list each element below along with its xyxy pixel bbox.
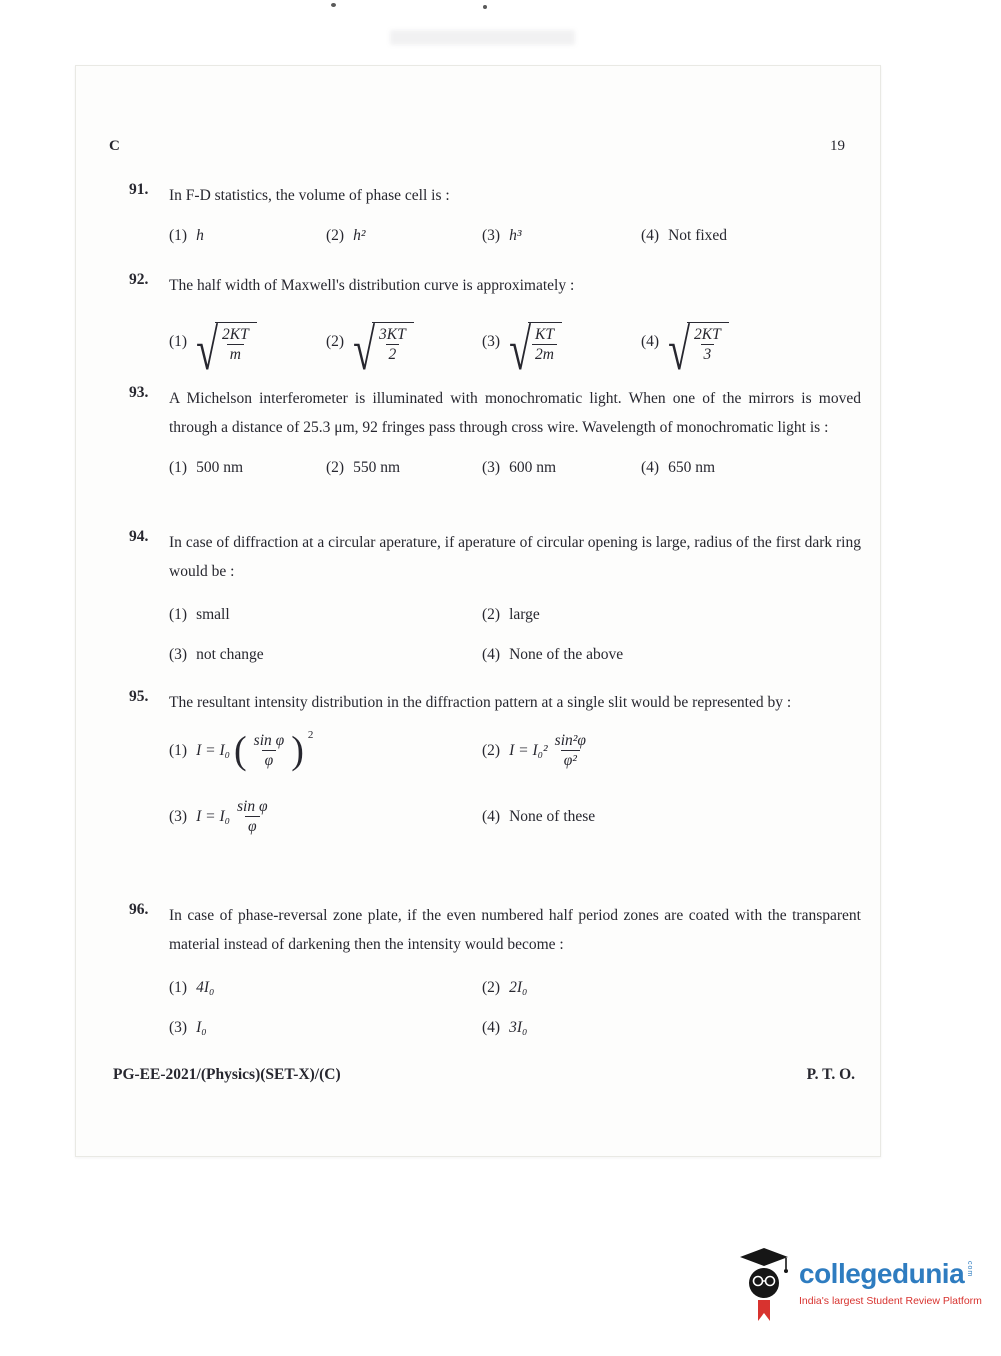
right-paren: ): [291, 729, 304, 773]
question-number: 95.: [129, 688, 149, 705]
option-value: h³: [509, 227, 522, 244]
question-91: [76, 181, 880, 245]
page-footer: [76, 1066, 880, 1084]
question-93: [76, 384, 880, 477]
question-number: 94.: [129, 528, 149, 545]
option-label: (1): [169, 459, 188, 476]
left-paren: (: [234, 729, 247, 773]
page-number: 19: [830, 138, 845, 154]
option-label: (3): [482, 227, 501, 244]
fraction-numerator: 3KT: [379, 326, 406, 343]
radical-sign: √: [196, 316, 219, 382]
fraction-numerator: 2KT: [694, 326, 721, 343]
question-text: A Michelson interferometer is illuminated with monochromatic light. When one of the mirrors is moved through a distance of 25.3 μm, 92 fringes pass through cross wire. Wavelength of monochromatic light is :: [169, 390, 861, 436]
option-value: 550 nm: [353, 459, 401, 476]
question-text: In case of phase-reversal zone plate, if the even numbered half period zones are coated with the transparent material instead of darkening then the intensity would become :: [169, 907, 861, 953]
option: [169, 731, 482, 771]
option-value: h: [196, 227, 204, 244]
fraction-numerator: sin²φ: [554, 732, 586, 749]
radical-sign: √: [353, 316, 376, 382]
formula-prefix: I = I₀²: [509, 741, 548, 759]
option: [169, 646, 482, 664]
scan-artifact: [390, 30, 575, 45]
option-label: (4): [641, 227, 660, 244]
options-row: [76, 1019, 880, 1037]
option-value: I₀: [196, 1019, 207, 1036]
option-label: (1): [169, 606, 188, 623]
options-row: [76, 646, 880, 664]
option-value: not change: [196, 646, 264, 663]
set-label: C: [109, 138, 121, 154]
option-label: (4): [482, 1019, 501, 1036]
options-row: [76, 316, 880, 382]
option: [169, 1019, 482, 1037]
brand-tagline: India's largest Student Review Platform: [799, 1295, 982, 1307]
option: [169, 316, 326, 382]
sqrt-expression: [668, 316, 729, 382]
fraction-numerator: sin φ: [237, 797, 268, 815]
question-94: [76, 528, 880, 664]
option-label: (3): [482, 459, 501, 476]
option: [482, 316, 641, 382]
options-row: [76, 797, 880, 837]
option: [169, 797, 482, 837]
question-text: In F-D statistics, the volume of phase cell is :: [169, 187, 450, 204]
option: [326, 459, 482, 477]
options-row: [76, 979, 880, 997]
radical-sign: √: [668, 316, 691, 382]
fraction-denominator: 2: [386, 344, 400, 364]
page-header: [76, 138, 880, 155]
sqrt-expression: [509, 316, 562, 382]
option-value: 650 nm: [668, 459, 716, 476]
option: [169, 979, 482, 997]
fraction-denominator: φ²: [561, 750, 580, 770]
question-number: 96.: [129, 901, 149, 918]
option-value: 600 nm: [509, 459, 557, 476]
formula: [196, 731, 313, 771]
question-96: [76, 901, 880, 1037]
option-label: (3): [169, 1019, 188, 1036]
exam-paper: [75, 65, 881, 1157]
option-value: 3I₀: [509, 1019, 528, 1036]
fraction-numerator: 2KT: [222, 326, 249, 343]
fraction-denominator: φ: [262, 750, 277, 770]
option-label: (2): [482, 979, 501, 996]
option-label: (2): [482, 741, 501, 759]
option-label: (1): [169, 227, 188, 244]
question-95: [76, 688, 880, 837]
fraction-denominator: φ: [245, 816, 260, 836]
option: [482, 646, 880, 664]
formula: [196, 797, 270, 837]
option: [482, 979, 880, 997]
sqrt-expression: [196, 316, 257, 382]
option-label: (3): [169, 646, 188, 663]
option-label: (3): [169, 807, 188, 825]
option-label: (2): [482, 606, 501, 623]
question-number: 92.: [129, 271, 149, 288]
option: [641, 316, 880, 382]
option: [641, 227, 880, 245]
option: [326, 316, 482, 382]
option-value: h²: [353, 227, 366, 244]
option-value: 500 nm: [196, 459, 244, 476]
question-number: 91.: [129, 181, 149, 198]
option: [169, 227, 326, 245]
fraction-denominator: m: [227, 344, 244, 364]
radical-sign: √: [509, 316, 532, 382]
collegedunia-logo-icon: [738, 1246, 792, 1322]
options-row: [76, 606, 880, 624]
question-text: The half width of Maxwell's distribution curve is approximately :: [169, 277, 575, 294]
option-value: large: [509, 606, 540, 623]
formula-prefix: I = I₀: [196, 741, 230, 759]
option-label: (4): [641, 333, 660, 351]
sqrt-expression: [353, 316, 414, 382]
option-label: (2): [326, 333, 345, 351]
exponent: 2: [307, 729, 314, 741]
question-92: [76, 271, 880, 382]
option: [169, 606, 482, 624]
option-value: Not fixed: [668, 227, 728, 244]
option: [482, 1019, 880, 1037]
options-row: [76, 459, 880, 477]
formula-prefix: I = I₀: [196, 807, 230, 825]
option-label: (1): [169, 741, 188, 759]
question-text: The resultant intensity distribution in the diffraction pattern at a single slit would be represented by :: [169, 694, 792, 711]
option-label: (4): [482, 646, 501, 663]
option: [482, 227, 641, 245]
scan-artifact: [331, 3, 336, 7]
fraction-denominator: 3: [701, 344, 715, 364]
option-value: small: [196, 606, 230, 623]
option-label: (4): [482, 807, 501, 825]
option: [482, 459, 641, 477]
formula: [509, 731, 589, 771]
brand-wordmark: collegedunia: [799, 1258, 965, 1289]
fraction-denominator: 2m: [532, 344, 557, 364]
option-label: (2): [326, 227, 345, 244]
option: [482, 808, 880, 826]
question-text: In case of diffraction at a circular aperature, if aperature of circular opening is large, radius of the first dark ring would be :: [169, 534, 861, 580]
paper-code: PG-EE-2021/(Physics)(SET-X)/(C): [113, 1066, 341, 1083]
option-value: None of these: [509, 807, 596, 825]
option-label: (1): [169, 979, 188, 996]
option: [326, 227, 482, 245]
option-label: (1): [169, 333, 188, 351]
option-label: (4): [641, 459, 660, 476]
option-value: None of the above: [509, 646, 624, 663]
brand-suffix: com: [966, 1261, 974, 1278]
options-row: [76, 227, 880, 245]
options-row: [76, 731, 880, 771]
pto-label: P. T. O.: [806, 1066, 855, 1083]
option: [169, 459, 326, 477]
option-label: (3): [482, 333, 501, 351]
option: [482, 606, 880, 624]
option-label: (2): [326, 459, 345, 476]
question-number: 93.: [129, 384, 149, 401]
option-value: 4I₀: [196, 979, 215, 996]
scan-artifact: [483, 5, 487, 9]
fraction-numerator: sin φ: [253, 732, 285, 749]
collegedunia-watermark: [738, 1246, 982, 1322]
option-value: 2I₀: [509, 979, 528, 996]
option: [641, 459, 880, 477]
fraction-numerator: KT: [535, 326, 554, 343]
option: [482, 731, 880, 771]
